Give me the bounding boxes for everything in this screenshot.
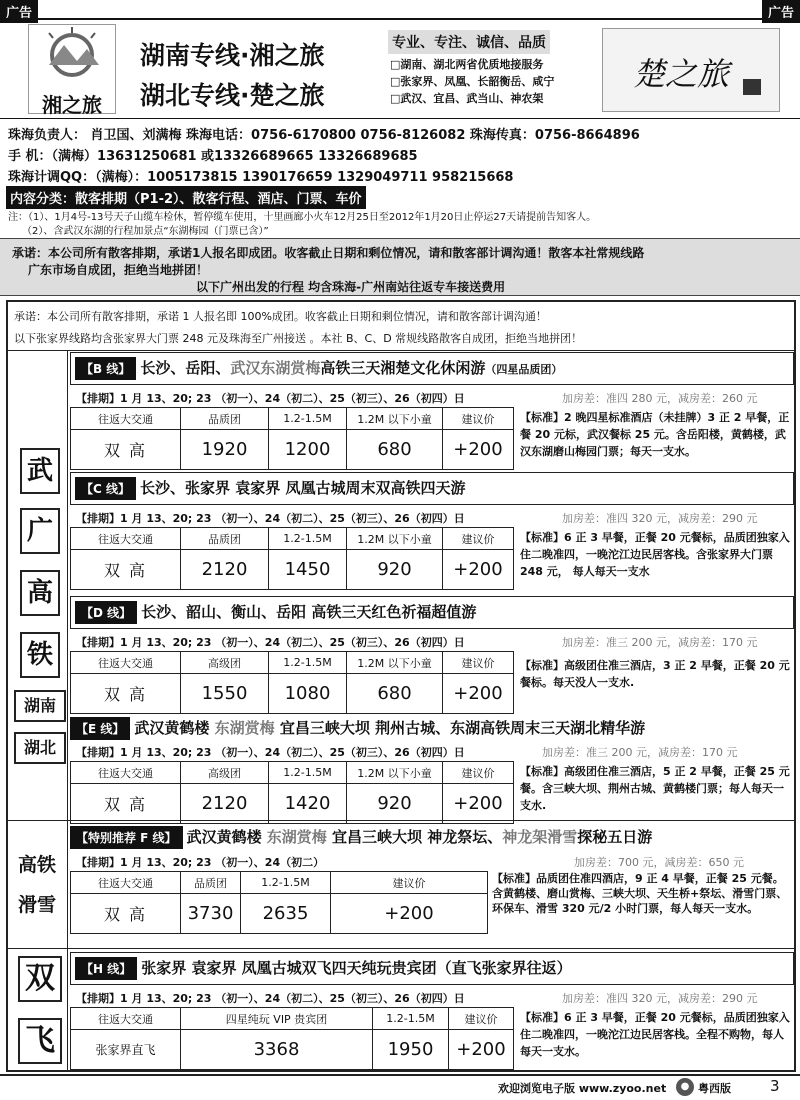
price-block bbox=[70, 651, 794, 709]
schedule-row: 【排期】1 月 13、20; 23 （初一）、24（初二）、25（初三）、26（初四）日 加房差：准四 280 元，减房差：260 元 bbox=[76, 392, 758, 405]
note-2: （2）、含武汉东湖的行程加景点“东湖梅园（门票已含）” bbox=[22, 226, 269, 237]
route-tag: 【C 线】 bbox=[75, 477, 136, 500]
schedule-row: 【排期】1 月 13、20; 23 （初一）、24（初二）、25（初三）、26（初四）日 加房差：准三 200 元，减房差：170 元 bbox=[76, 746, 738, 759]
price-table: 往返大交通 品质团 1.2-1.5M 1.2M 以下小童 建议价 双 高 2120 1450 920 +200 bbox=[70, 527, 514, 590]
side-char: 双 bbox=[18, 956, 62, 1002]
schedule-row: 【排期】1 月 13、20; 23 （初一）、24（初二）、25（初三）、26（初四）日 加房差：准四 320 元，减房差：290 元 bbox=[76, 512, 758, 525]
route-e bbox=[70, 716, 794, 821]
side-label-hubei: 湖北 bbox=[14, 732, 66, 764]
rule bbox=[0, 118, 800, 119]
publisher-logo-icon: ● bbox=[676, 1078, 694, 1096]
contact-line-1: 珠海负责人： 肖卫国、刘满梅 珠海电话：0756-6170800 0756-8126082 珠海传真：0756-8664896 bbox=[8, 128, 640, 143]
price-table: 往返大交通 四星纯玩 VIP 贵宾团 1.2-1.5M 建议价 张家界直飞 3368 1950 +200 bbox=[70, 1007, 514, 1070]
bullet-item: □张家界、凤凰、长韶衡岳、咸宁 bbox=[390, 75, 555, 88]
price-block bbox=[70, 761, 794, 821]
route-standard: 【标准】高级团住准三酒店，5 正 2 早餐，正餐 25 元餐。含三峡大坝、荆州古城、黄鹤楼门票；每人每天一支水. bbox=[520, 765, 790, 812]
contact-line-3: 珠海计调QQ：（满梅）：1005173815 1390176659 1329049711 958215668 bbox=[8, 170, 514, 185]
route-tag: 【特别推荐 F 线】 bbox=[70, 826, 183, 849]
logo-emblem-icon bbox=[29, 25, 115, 85]
price-block bbox=[70, 527, 794, 591]
route-title: 【H 线】 张家界 袁家界 凤凰古城双飞四天纯玩贵宾团（直飞张家界往返） bbox=[70, 952, 794, 985]
price-table: 往返大交通 高级团 1.2-1.5M 1.2M 以下小童 建议价 双 高 1550 1080 680 +200 bbox=[70, 651, 514, 714]
route-tag: 【H 线】 bbox=[75, 957, 137, 980]
slogan: 专业、专注、诚信、品质 bbox=[388, 30, 550, 54]
price-table: 往返大交通 高级团 1.2-1.5M 1.2M 以下小童 建议价 双 高 2120 1420 920 +200 bbox=[70, 761, 514, 824]
route-d bbox=[70, 596, 794, 709]
route-title: 【C 线】 长沙、张家界 袁家界 凤凰古城周末双高铁四天游 bbox=[70, 472, 794, 505]
top-rule bbox=[0, 18, 800, 20]
footer-text: 欢迎浏览电子版 www.zyoo.net bbox=[498, 1082, 667, 1095]
route-standard: 【标准】2 晚四星标准酒店（未挂牌）3 正 2 早餐，正餐 20 元标，武汉餐标 25 元。含岳阳楼，黄鹤楼，武汉东湖磨山梅园门票；每天一支水。 bbox=[520, 411, 790, 458]
note-1: 注：（1）、1月4号-13号天子山缆车检休，暂停缆车使用，十里画廊小火车12月25日至2012年1月20日止停运27天请提前告知客人。 bbox=[8, 212, 597, 223]
route-title: 【特别推荐 F 线】 武汉黄鹤楼 东湖赏梅 宜昌三峡大坝 神龙祭坛、神龙架滑雪探秘五日游 bbox=[70, 824, 794, 851]
page-number: 3 bbox=[770, 1077, 780, 1095]
side-label-huaxue: 滑雪 bbox=[18, 894, 57, 916]
logo bbox=[28, 24, 116, 117]
route-title: 【E 线】 武汉黄鹤楼 东湖赏梅 宜昌三峡大坝 荆州古城、东湖高铁周末三天湖北精华游 bbox=[70, 716, 794, 741]
route-standard: 【标准】6 正 3 早餐，正餐 20 元餐标，品质团独家入住二晚准四，一晚沱江边民居客栈。全程不购物，每人每天一支水。 bbox=[520, 1011, 790, 1058]
promise-line-3: 以下广州出发的行程 均含珠海-广州南站往返专车接送费用 bbox=[196, 280, 506, 294]
rule bbox=[6, 350, 796, 351]
route-f bbox=[70, 824, 794, 935]
price-table: 往返大交通 品质团 1.2-1.5M 建议价 双 高 3730 2635 +200 bbox=[70, 871, 488, 934]
side-label-gaotie: 高铁 bbox=[18, 854, 57, 876]
rule bbox=[6, 948, 796, 949]
promise-line-1: 承诺：本公司所有散客排期，承诺1人报名即成团。收客截止日期和剩位情况，请和散客部计调沟通！散客本社常规线路 bbox=[12, 246, 645, 260]
side-char: 铁 bbox=[20, 632, 60, 678]
route-standard: 【标准】品质团住准四酒店，9 正 4 早餐，正餐 25 元餐。含黄鹤楼、磨山赏梅、三峡大坝、天生桥+祭坛、滑雪门票、环保车、滑雪 320 元/2 小时门票，每人每天一支水。 bbox=[492, 872, 788, 915]
bullet-item: □武汉、宜昌、武当山、神农架 bbox=[390, 92, 544, 105]
bullet-list bbox=[390, 56, 554, 107]
side-char: 广 bbox=[20, 508, 60, 554]
intro-line-2: 以下张家界线路均含张家界大门票 248 元及珠海至广州接送 。本社 B、C、D 常规线路散客自成团，拒绝当地拼团！ bbox=[14, 332, 583, 345]
route-standard: 【标准】高级团住准三酒店，3 正 2 早餐，正餐 20 元餐标。每天没人一支水. bbox=[520, 659, 790, 689]
route-title: 【B 线】 长沙、岳阳、武汉东湖赏梅高铁三天湘楚文化休闲游（四星品质团） bbox=[70, 352, 794, 385]
title-hunan: 湖南专线·湘之旅 bbox=[140, 41, 325, 70]
route-title: 【D 线】 长沙、韶山、衡山、岳阳 高铁三天红色祈福超值游 bbox=[70, 596, 794, 629]
seal-text: 楚之旅 bbox=[633, 55, 730, 93]
price-block bbox=[70, 871, 794, 935]
ad-label-right: 广告 bbox=[762, 0, 800, 23]
contact-line-2: 手 机：（满梅）13631250681 或13326689665 13326689685 bbox=[8, 149, 418, 164]
category-bar: 内容分类：散客排期（P1-2）、散客行程、酒店、门票、车价 bbox=[6, 186, 366, 209]
side-char: 飞 bbox=[18, 1018, 62, 1064]
schedule-row: 【排期】1 月 13、20; 23 （初一）、24（初二） 加房差：700 元，减房差：650 元 bbox=[76, 856, 744, 869]
ad-label-left: 广告 bbox=[0, 0, 38, 23]
route-b bbox=[70, 352, 794, 471]
price-table: 往返大交通 品质团 1.2-1.5M 1.2M 以下小童 建议价 双 高 1920 1200 680 +200 bbox=[70, 407, 514, 470]
intro-line-1: 承诺：本公司所有散客排期，承诺 1 人报名即 100%成团。收客截止日期和剩位情况，请和散客部计调沟通！ bbox=[14, 310, 547, 323]
title-hubei: 湖北专线·楚之旅 bbox=[140, 81, 325, 110]
side-label-hunan: 湖南 bbox=[14, 690, 66, 722]
promise-line-2: 广东市场自成团，拒绝当地拼团！ bbox=[28, 263, 209, 277]
side-char: 高 bbox=[20, 570, 60, 616]
footer-edition: 粤西版 bbox=[698, 1082, 731, 1095]
price-block bbox=[70, 407, 794, 471]
schedule-row: 【排期】1 月 13、20; 23 （初一）、24（初二）、25（初三）、26（初四）日 加房差：准四 320 元，减房差：290 元 bbox=[76, 992, 758, 1005]
side-char: 武 bbox=[20, 448, 60, 494]
schedule-row: 【排期】1 月 13、20; 23 （初一）、24（初二）、25（初三）、26（初四）日 加房差：准三 200 元，减房差：170 元 bbox=[76, 636, 758, 649]
route-tag: 【D 线】 bbox=[75, 601, 137, 624]
route-tag: 【E 线】 bbox=[70, 717, 130, 740]
bullet-item: □湖南、湖北两省优质地接服务 bbox=[390, 58, 544, 71]
price-block bbox=[70, 1007, 794, 1071]
footer-rule bbox=[0, 1074, 800, 1076]
route-h bbox=[70, 952, 794, 1071]
logo-text: 湘之旅 bbox=[42, 93, 102, 117]
side-column-2 bbox=[6, 820, 68, 948]
route-standard: 【标准】6 正 3 早餐，正餐 20 元餐标，品质团独家入住二晚准四，一晚沱江边民居客栈。含张家界大门票 248 元， 每人每天一支水 bbox=[520, 531, 790, 578]
route-c bbox=[70, 472, 794, 591]
promise-box bbox=[0, 238, 800, 296]
seal-stamp-icon bbox=[743, 79, 761, 95]
brush-seal bbox=[602, 28, 780, 112]
route-tag: 【B 线】 bbox=[75, 357, 136, 380]
